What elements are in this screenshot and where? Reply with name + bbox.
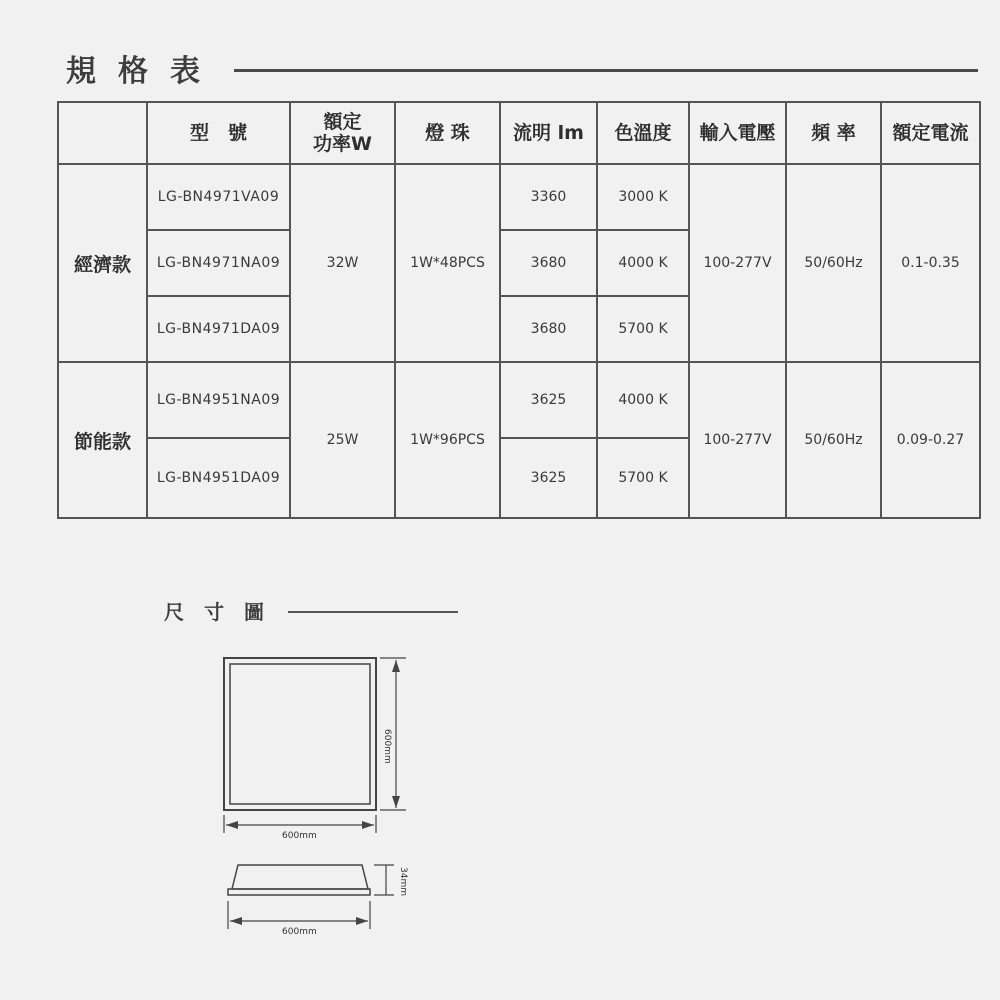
header-cct: 色溫度 <box>597 102 689 164</box>
table-header-row <box>58 102 980 164</box>
lumen-cell: 3625 <box>500 438 597 518</box>
dimension-drawing <box>210 645 430 945</box>
voltage-cell: 100-277V <box>689 362 786 518</box>
voltage-cell: 100-277V <box>689 164 786 362</box>
header-power: 額定 功率W <box>290 102 395 164</box>
model-cell: LG-BN4971DA09 <box>147 296 290 362</box>
header-current: 額定電流 <box>881 102 980 164</box>
spec-table <box>57 101 981 519</box>
power-cell: 25W <box>290 362 395 518</box>
dimension-title: 尺寸圖 <box>164 600 284 624</box>
header-voltage: 輸入電壓 <box>689 102 786 164</box>
header-model: 型 號 <box>147 102 290 164</box>
cct-cell: 3000 K <box>597 164 689 230</box>
frequency-cell: 50/60Hz <box>786 362 881 518</box>
model-cell: LG-BN4971VA09 <box>147 164 290 230</box>
panel-side-profile <box>232 865 368 889</box>
header-frequency: 頻 率 <box>786 102 881 164</box>
group-name: 經濟款 <box>58 164 147 362</box>
cct-cell: 5700 K <box>597 438 689 518</box>
cct-cell: 5700 K <box>597 296 689 362</box>
panel-side-base <box>228 889 370 895</box>
title-divider <box>234 69 978 72</box>
width-label: 600mm <box>282 831 317 841</box>
table-row <box>58 164 980 230</box>
thickness-label: 34mm <box>398 867 408 896</box>
header-led: 燈 珠 <box>395 102 500 164</box>
header-cell <box>58 102 147 164</box>
led-cell: 1W*48PCS <box>395 164 500 362</box>
model-cell: LG-BN4971NA09 <box>147 230 290 296</box>
lumen-cell: 3680 <box>500 296 597 362</box>
led-cell: 1W*96PCS <box>395 362 500 518</box>
table-row <box>58 362 980 438</box>
side-width-label: 600mm <box>282 927 317 937</box>
height-label: 600mm <box>382 729 392 764</box>
lumen-cell: 3680 <box>500 230 597 296</box>
cct-cell: 4000 K <box>597 230 689 296</box>
lumen-cell: 3625 <box>500 362 597 438</box>
dimension-title-row <box>164 597 464 627</box>
dimension-divider <box>288 611 458 613</box>
model-cell: LG-BN4951DA09 <box>147 438 290 518</box>
panel-inner-frame <box>230 664 370 804</box>
cct-cell: 4000 K <box>597 362 689 438</box>
spec-title: 規格表 <box>66 54 222 89</box>
current-cell: 0.1-0.35 <box>881 164 980 362</box>
model-cell: LG-BN4951NA09 <box>147 362 290 438</box>
frequency-cell: 50/60Hz <box>786 164 881 362</box>
lumen-cell: 3360 <box>500 164 597 230</box>
group-name: 節能款 <box>58 362 147 518</box>
panel-outer-frame <box>224 658 376 810</box>
panel-drawing-svg <box>210 645 430 945</box>
spec-title-row <box>66 52 978 92</box>
current-cell: 0.09-0.27 <box>881 362 980 518</box>
header-lumen: 流明 lm <box>500 102 597 164</box>
power-cell: 32W <box>290 164 395 362</box>
